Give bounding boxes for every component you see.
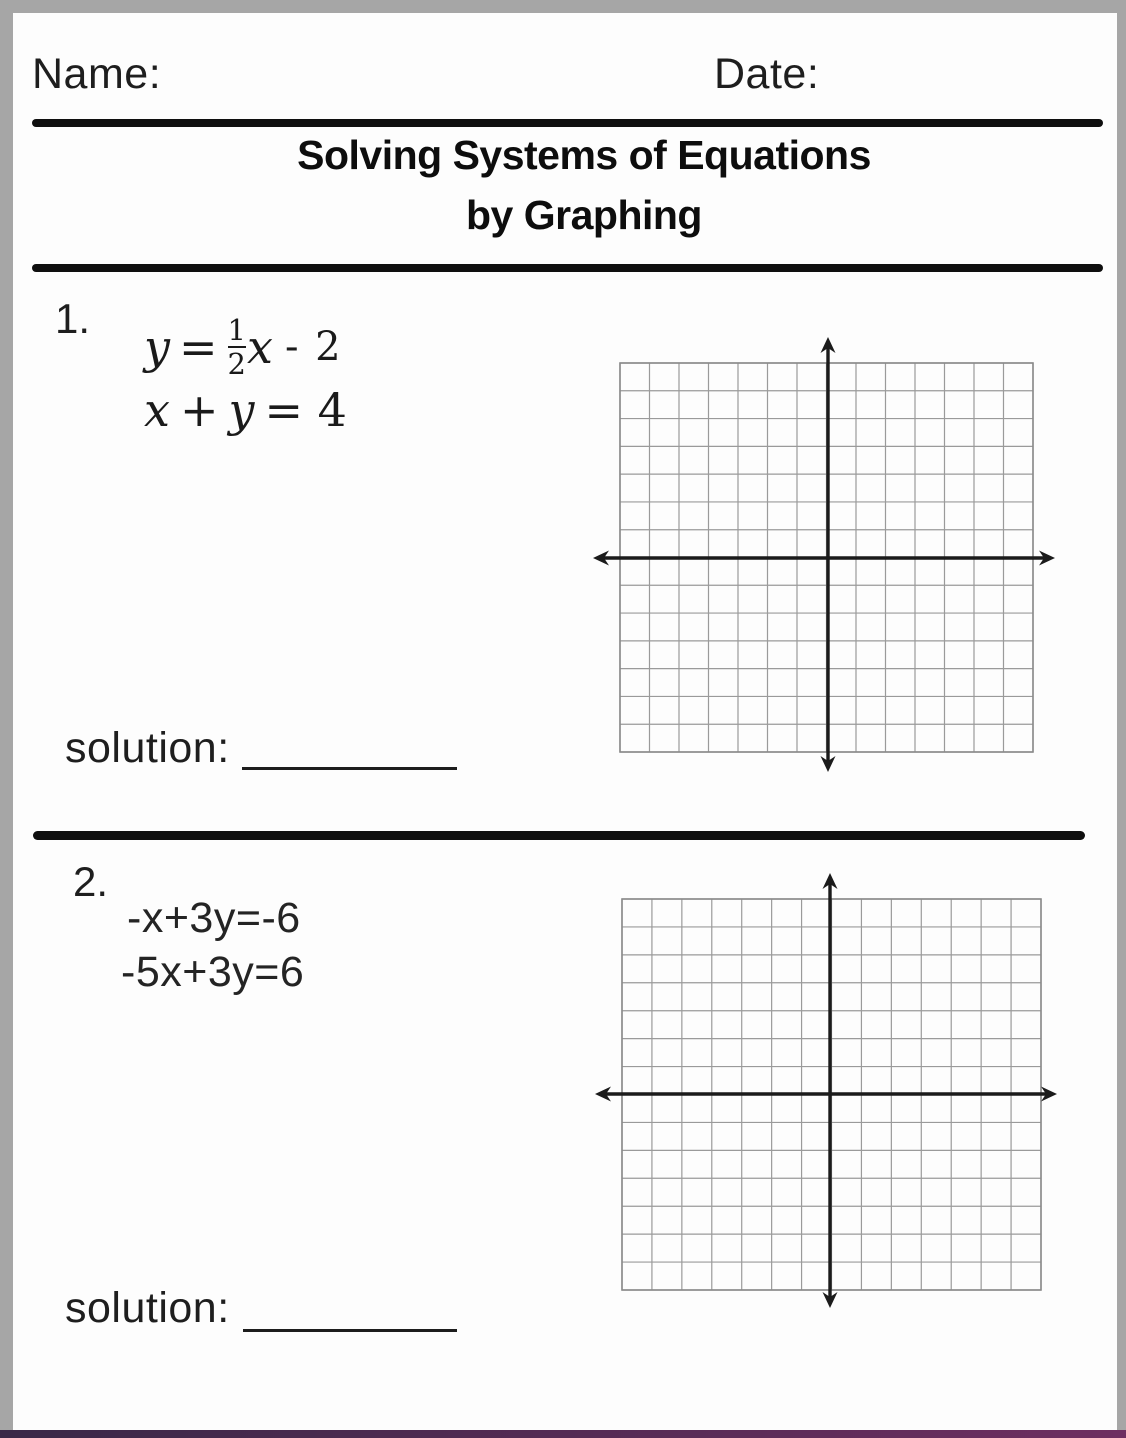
problem-2-equation-1: -x+3y=-6 bbox=[127, 894, 301, 942]
problem-2-graph-grid bbox=[591, 869, 1061, 1325]
problem-1-solution-label: solution: bbox=[65, 724, 230, 772]
problem-1-equation-1 bbox=[144, 307, 343, 387]
problem-1-equation-2 bbox=[144, 383, 347, 443]
bottom-accent-bar bbox=[0, 1430, 1126, 1438]
equation-variable: x bbox=[247, 320, 273, 374]
problem-2-solution-blank bbox=[243, 1329, 457, 1332]
problem-2-number: 2. bbox=[73, 858, 109, 905]
equation-variable: y bbox=[228, 383, 255, 437]
problem-1-solution-blank bbox=[242, 767, 457, 770]
date-field-label: Date: bbox=[714, 50, 820, 98]
worksheet-title bbox=[13, 125, 1117, 245]
problem-1-number: 1. bbox=[55, 295, 91, 342]
problem-divider-rule bbox=[33, 831, 1085, 840]
plus-sign: + bbox=[179, 383, 219, 437]
header-rule-bottom bbox=[32, 264, 1103, 272]
problem-2-solution-label: solution: bbox=[65, 1284, 230, 1332]
name-field-label: Name: bbox=[32, 50, 162, 98]
problem-1-graph-grid bbox=[591, 333, 1061, 783]
worksheet-page bbox=[13, 13, 1117, 1430]
problem-2-equation-2: -5x+3y=6 bbox=[121, 948, 305, 996]
equation-variable: x bbox=[144, 383, 170, 437]
fraction-one-half: $\frac{1}{2}$ bbox=[227, 313, 246, 381]
equation-variable: y bbox=[144, 320, 170, 374]
equation-constant: - 2 bbox=[284, 324, 343, 370]
title-line-1: Solving Systems of Equations bbox=[297, 132, 871, 178]
equation-constant: = 4 bbox=[264, 383, 347, 437]
title-line-2: by Graphing bbox=[466, 192, 702, 238]
equals-sign: = bbox=[179, 320, 218, 374]
